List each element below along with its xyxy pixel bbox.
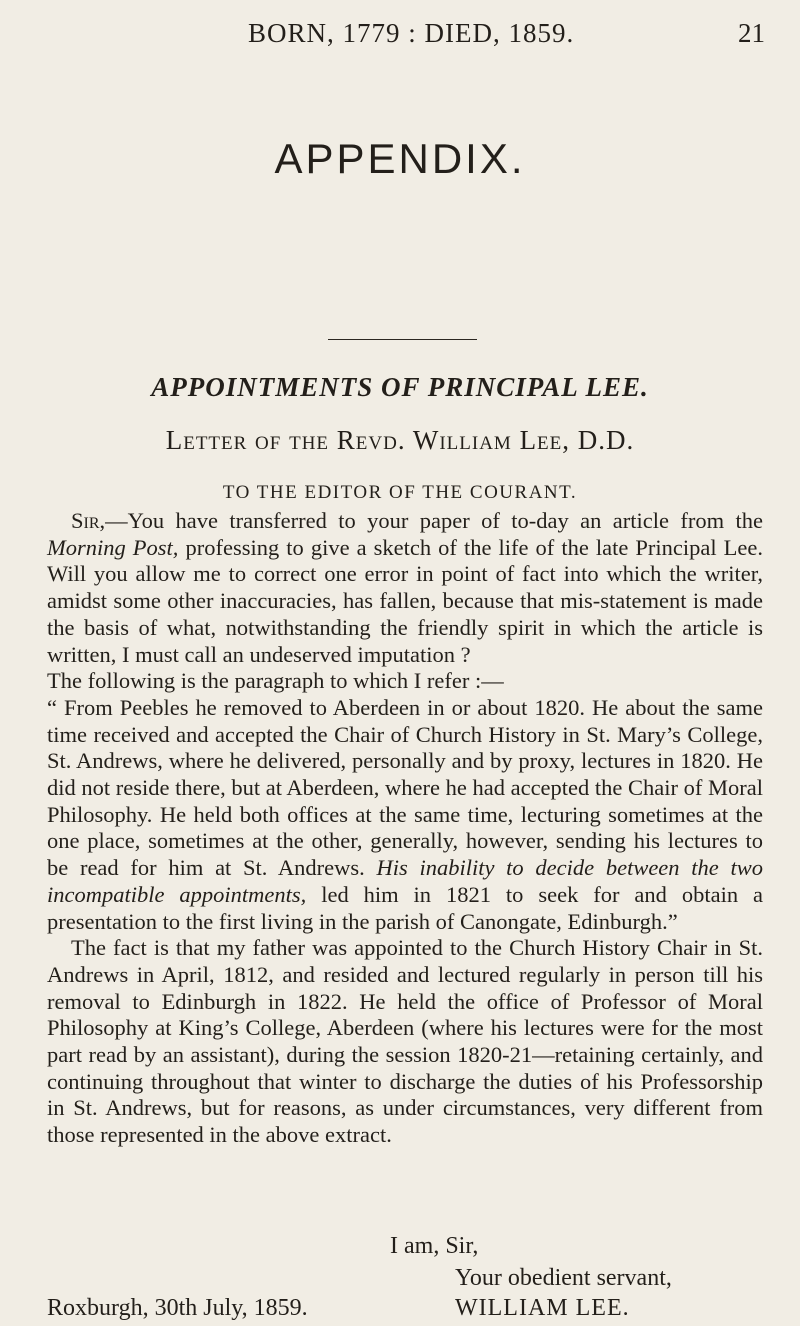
letter-body <box>47 508 763 1149</box>
closing-line-1: I am, Sir, <box>390 1233 479 1259</box>
newspaper-title: Morning Post, <box>47 534 179 560</box>
quote-text: “ From Peebles he removed to Aberdeen in or about 1820. He about the same time received and accepted the Chair of Church History in St. Mary’s College, St. Andrews, where he delivered, personally and by proxy, lectures in 1820. He did not reside there, but at Aberdeen, where he had accepted the Chair of Moral Philosophy. He held both offices at the same time, lecturing sometimes at the one place, sometimes at the other, generally, however, sending his lectures to be read for him at St. Andrews. <box>47 694 763 881</box>
appendix-heading: APPENDIX. <box>274 135 526 182</box>
running-head <box>0 14 800 48</box>
quote-rest: led him in 1821 to seek for and obtain a presentation to the first living in the parish of Canongate, Edinburgh.” <box>47 881 763 934</box>
page-number: 21 <box>738 18 765 48</box>
signature: WILLIAM LEE. <box>455 1295 630 1321</box>
place-date: Roxburgh, 30th July, 1859. <box>47 1295 308 1321</box>
addressee: TO THE EDITOR OF THE COURANT. <box>222 482 578 503</box>
quote-emphasis: His inability to decide between the two incompatible appointments, <box>47 855 763 907</box>
section-title: APPOINTMENTS OF PRINCIPAL LEE. <box>151 372 649 402</box>
quoted-paragraph <box>47 695 763 935</box>
running-title: BORN, 1779 : DIED, 1859. <box>248 18 575 48</box>
paragraph-opening <box>47 508 763 668</box>
paragraph-lead-in: The following is the paragraph to which I refer :— <box>47 668 504 694</box>
closing-line-2: Your obedient servant, <box>455 1265 672 1291</box>
letter-title: Letter of the Revd. William Lee, D.D. <box>165 425 635 455</box>
paragraph-correction: The fact is that my father was appointed to the Church History Chair in St. Andrews in April, 1812, and resided and lectured regularly in person till his removal to Edinburgh in 1822. He held the office of Professor of Moral Philosophy at King’s College, Aberdeen (where his lectures were for the most part read by an assistant), during the session 1820-21—retaining certainly, and continuing throughout that winter to discharge the duties of his Professorship in St. Andrews, but for reasons, as under circumstances, very different from those represented in the above extract. <box>47 935 763 1148</box>
divider-rule <box>328 339 477 340</box>
paragraph-opening-rest: professing to give a sketch of the life of the late Principal Lee. Will you allow me to correct one error in point of fact into which the writer, amidst some other inaccuracies, has fallen, because that mis-statement is made the basis of what, notwithstanding the friendly spirit in which the article is written, I must call an undeserved imputation ? <box>47 534 763 667</box>
paragraph-opening-text: —You have transferred to your paper of to-day an article from the <box>105 508 763 533</box>
salutation: Sir, <box>71 508 106 533</box>
